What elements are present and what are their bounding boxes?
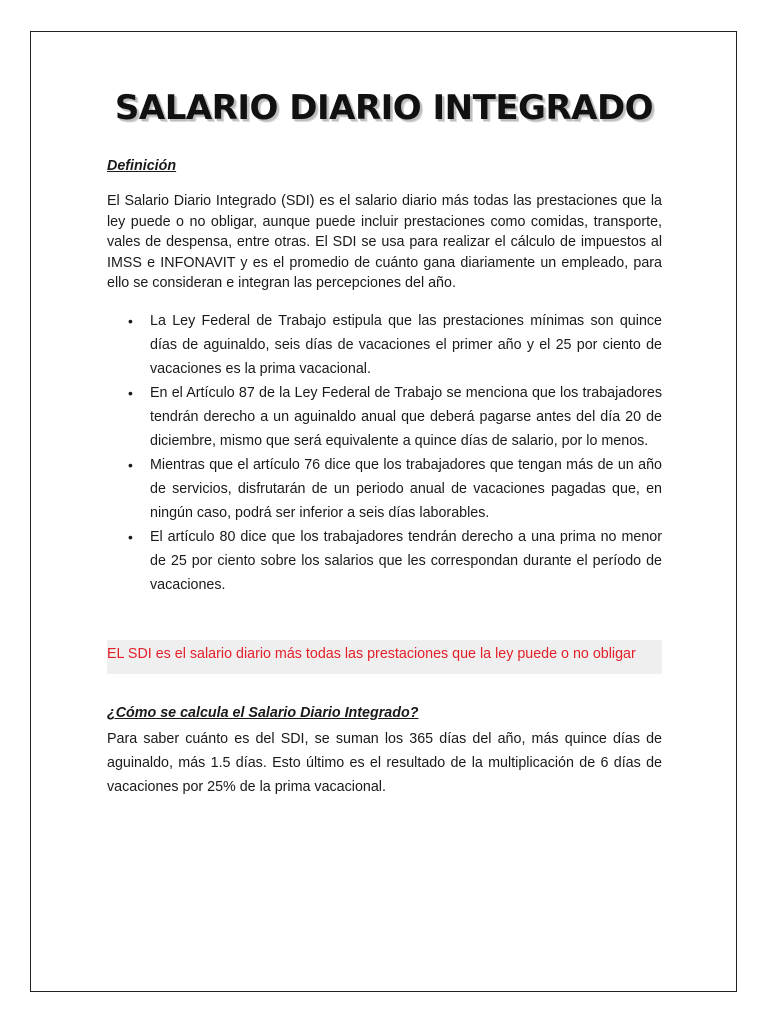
page-title: SALARIO DIARIO INTEGRADO — [114, 88, 654, 128]
definition-section — [107, 158, 662, 174]
list-item — [107, 453, 662, 525]
bullet-icon: • — [128, 457, 133, 473]
calculation-body — [107, 727, 662, 799]
calculation-section — [107, 705, 662, 721]
list-item — [107, 309, 662, 381]
highlight-callout: EL SDI es el salario diario más todas las prestaciones que la ley puede o no obligar — [107, 640, 662, 674]
definition-body — [107, 191, 662, 294]
definition-paragraph: El Salario Diario Integrado (SDI) es el salario diario más todas las prestaciones que la ley puede o no obligar, aunque puede incluir prestaciones como comidas, transporte, vales de despensa, entre otras. El SDI se usa para realizar el cálculo de impuestos al IMSS e INFONAVIT y es el promedio de cuánto gana diariamente un empleado, para ello se consideran e integran las percepciones del año. — [107, 193, 662, 291]
list-item-text: Mientras que el artículo 76 dice que los trabajadores que tengan más de un año de servicios, disfrutarán de un periodo anual de vacaciones pagadas que, en ningún caso, podrá ser inferior a seis días laborables. — [150, 457, 662, 521]
bullet-icon: • — [128, 385, 133, 401]
list-item — [107, 381, 662, 453]
bullet-icon: • — [128, 529, 133, 545]
list-item-text: La Ley Federal de Trabajo estipula que las prestaciones mínimas son quince días de aguinaldo, seis días de vacaciones el primer año y el 25 por ciento de vacaciones es la prima vacacional. — [150, 313, 662, 377]
bullet-list — [107, 309, 662, 597]
definition-heading: Definición — [107, 158, 177, 174]
list-item-text: El artículo 80 dice que los trabajadores tendrán derecho a una prima no menor de 25 por ciento sobre los salarios que les correspondan durante el período de vacaciones. — [150, 529, 662, 593]
calculation-heading: ¿Cómo se calcula el Salario Diario Integrado? — [107, 705, 419, 721]
list-item — [107, 525, 662, 597]
bullet-icon: • — [128, 313, 133, 329]
list-item-text: En el Artículo 87 de la Ley Federal de Trabajo se menciona que los trabajadores tendrán derecho a un aguinaldo anual que deberá pagarse antes del día 20 de diciembre, mismo que será equivalente a quince días de salario, por lo menos. — [150, 385, 662, 449]
calculation-paragraph: Para saber cuánto es del SDI, se suman los 365 días del año, más quince días de aguinaldo, más 1.5 días. Esto último es el resultado de la multiplicación de 6 días de vacaciones por 25% de la prima vacacional. — [107, 731, 662, 795]
